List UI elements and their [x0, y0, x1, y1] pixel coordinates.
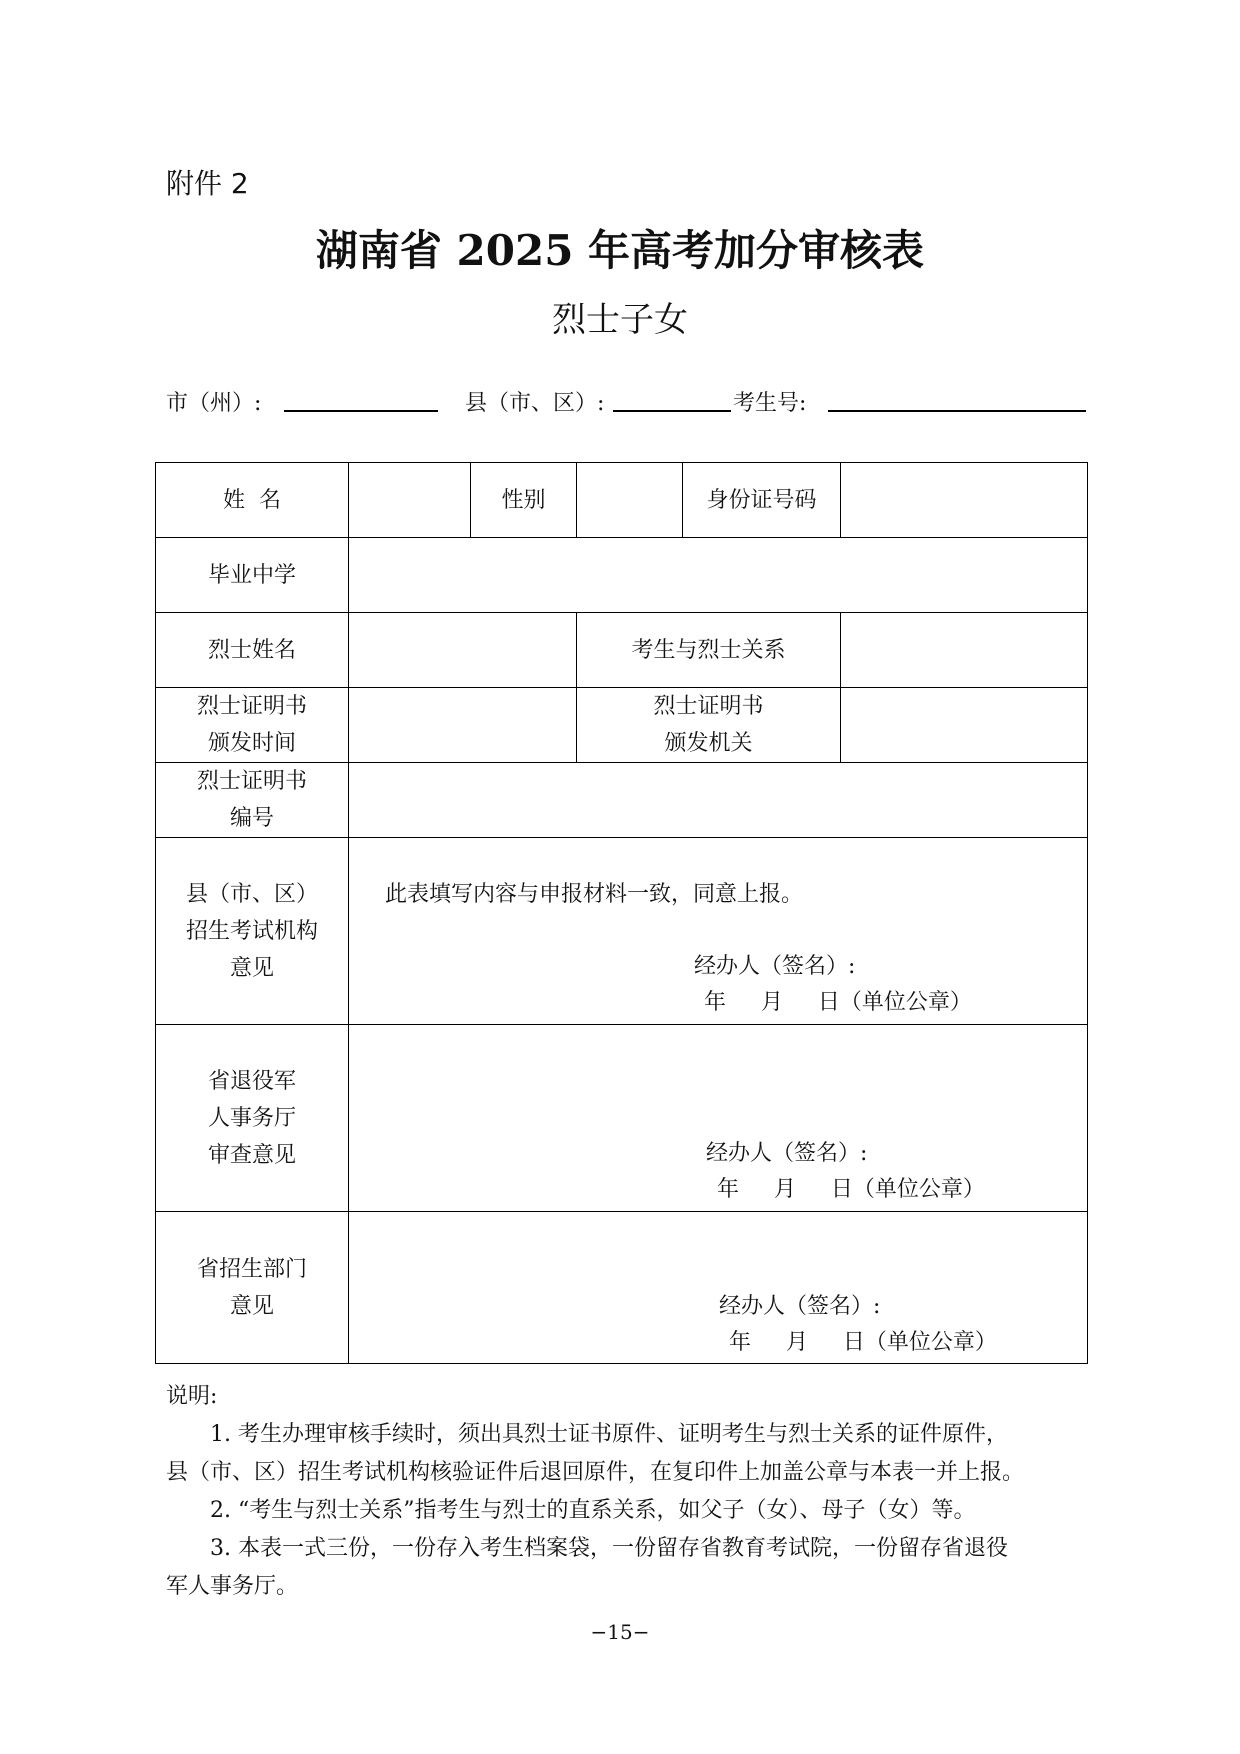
- name-label: 姓 名: [156, 463, 349, 538]
- note-item-1-cont: 县（市、区）招生考试机构核验证件后退回原件，在复印件上加盖公章与本表一并上报。: [166, 1460, 1025, 1485]
- table-row: [156, 1212, 1088, 1364]
- page-title: 湖南省 2025 年高考加分审核表: [315, 226, 925, 275]
- page-number: −15−: [590, 1620, 650, 1644]
- county-office-opinion-field[interactable]: [349, 838, 1088, 1025]
- veterans-label-line2: 人事务厅: [207, 1105, 296, 1131]
- table-row: [156, 688, 1088, 763]
- notes-section: [166, 1378, 1024, 1606]
- admissions-opinion-field[interactable]: [349, 1212, 1088, 1364]
- admissions-label-line1: 省招生部门: [196, 1256, 307, 1282]
- table-row: [156, 1025, 1088, 1212]
- county-office-signer: 经办人（签名）:: [694, 954, 856, 979]
- relation-field[interactable]: [841, 613, 1088, 688]
- note-item-3-cont: 军人事务厅。: [166, 1574, 299, 1599]
- cert-date-label-line1: 烈士证明书: [196, 694, 307, 719]
- cert-date-label-line2: 颁发时间: [207, 731, 296, 756]
- county-office-label-line1: 县（市、区）: [185, 881, 318, 907]
- school-label: 毕业中学: [156, 538, 349, 613]
- attachment-label: 附件 2: [166, 167, 249, 200]
- cert-number-label-line1: 烈士证明书: [196, 769, 307, 794]
- school-field[interactable]: [349, 538, 1088, 613]
- exam-number-label: 考生号:: [733, 391, 807, 416]
- note-item-1: 1. 考生办理审核手续时，须出具烈士证书原件、证明考生与烈士关系的证件原件，: [210, 1422, 1008, 1447]
- relation-label: 考生与烈士关系: [577, 613, 841, 688]
- exam-number-field[interactable]: [828, 410, 1086, 412]
- cert-org-label: [577, 688, 841, 763]
- county-office-date: 年 月 日（单位公章）: [704, 990, 972, 1015]
- admissions-label-line2: 意见: [229, 1293, 274, 1319]
- city-field[interactable]: [284, 410, 438, 412]
- cert-number-label: [156, 763, 349, 838]
- table-row: [156, 538, 1088, 613]
- cert-number-label-line2: 编号: [229, 806, 274, 831]
- admissions-signer: 经办人（签名）:: [719, 1294, 881, 1319]
- county-exam-office-label: [156, 838, 349, 1025]
- veterans-label-line1: 省退役军: [207, 1068, 296, 1094]
- table-row: [156, 763, 1088, 838]
- cert-number-field[interactable]: [349, 763, 1088, 838]
- martyr-name-field[interactable]: [349, 613, 577, 688]
- county-office-statement: 此表填写内容与申报材料一致，同意上报。: [385, 882, 804, 907]
- city-label: 市（州）:: [166, 391, 262, 416]
- veterans-signer: 经办人（签名）:: [706, 1141, 868, 1166]
- veterans-opinion-field[interactable]: [349, 1025, 1088, 1212]
- id-number-field[interactable]: [841, 463, 1088, 538]
- name-field[interactable]: [349, 463, 471, 538]
- review-form-table: [155, 462, 1088, 1364]
- county-office-label-line3: 意见: [229, 955, 274, 981]
- martyr-name-label: 烈士姓名: [156, 613, 349, 688]
- gender-label: 性别: [471, 463, 577, 538]
- cert-org-label-line2: 颁发机关: [664, 731, 753, 756]
- cert-org-label-line1: 烈士证明书: [653, 694, 764, 719]
- veterans-date: 年 月 日（单位公章）: [717, 1177, 985, 1202]
- table-row: [156, 463, 1088, 538]
- veterans-label-line3: 审查意见: [207, 1142, 296, 1168]
- id-number-label: 身份证号码: [683, 463, 841, 538]
- note-item-3: 3. 本表一式三份，一份存入考生档案袋，一份留存省教育考试院，一份留存省退役: [210, 1536, 1008, 1561]
- gender-field[interactable]: [577, 463, 683, 538]
- note-item-2: 2. “考生与烈士关系”指考生与烈士的直系关系，如父子（女）、母子（女）等。: [210, 1498, 976, 1523]
- county-office-label-line2: 招生考试机构: [185, 918, 318, 944]
- table-row: [156, 613, 1088, 688]
- table-row: [156, 838, 1088, 1025]
- county-field[interactable]: [613, 410, 731, 412]
- county-label: 县（市、区）:: [465, 391, 605, 416]
- cert-org-field[interactable]: [841, 688, 1088, 763]
- cert-date-label: [156, 688, 349, 763]
- provincial-admissions-label: [156, 1212, 349, 1364]
- cert-date-field[interactable]: [349, 688, 577, 763]
- admissions-date: 年 月 日（单位公章）: [729, 1330, 997, 1355]
- page-subtitle: 烈士子女: [552, 300, 688, 340]
- veterans-dept-label: [156, 1025, 349, 1212]
- notes-heading: 说明:: [166, 1384, 218, 1409]
